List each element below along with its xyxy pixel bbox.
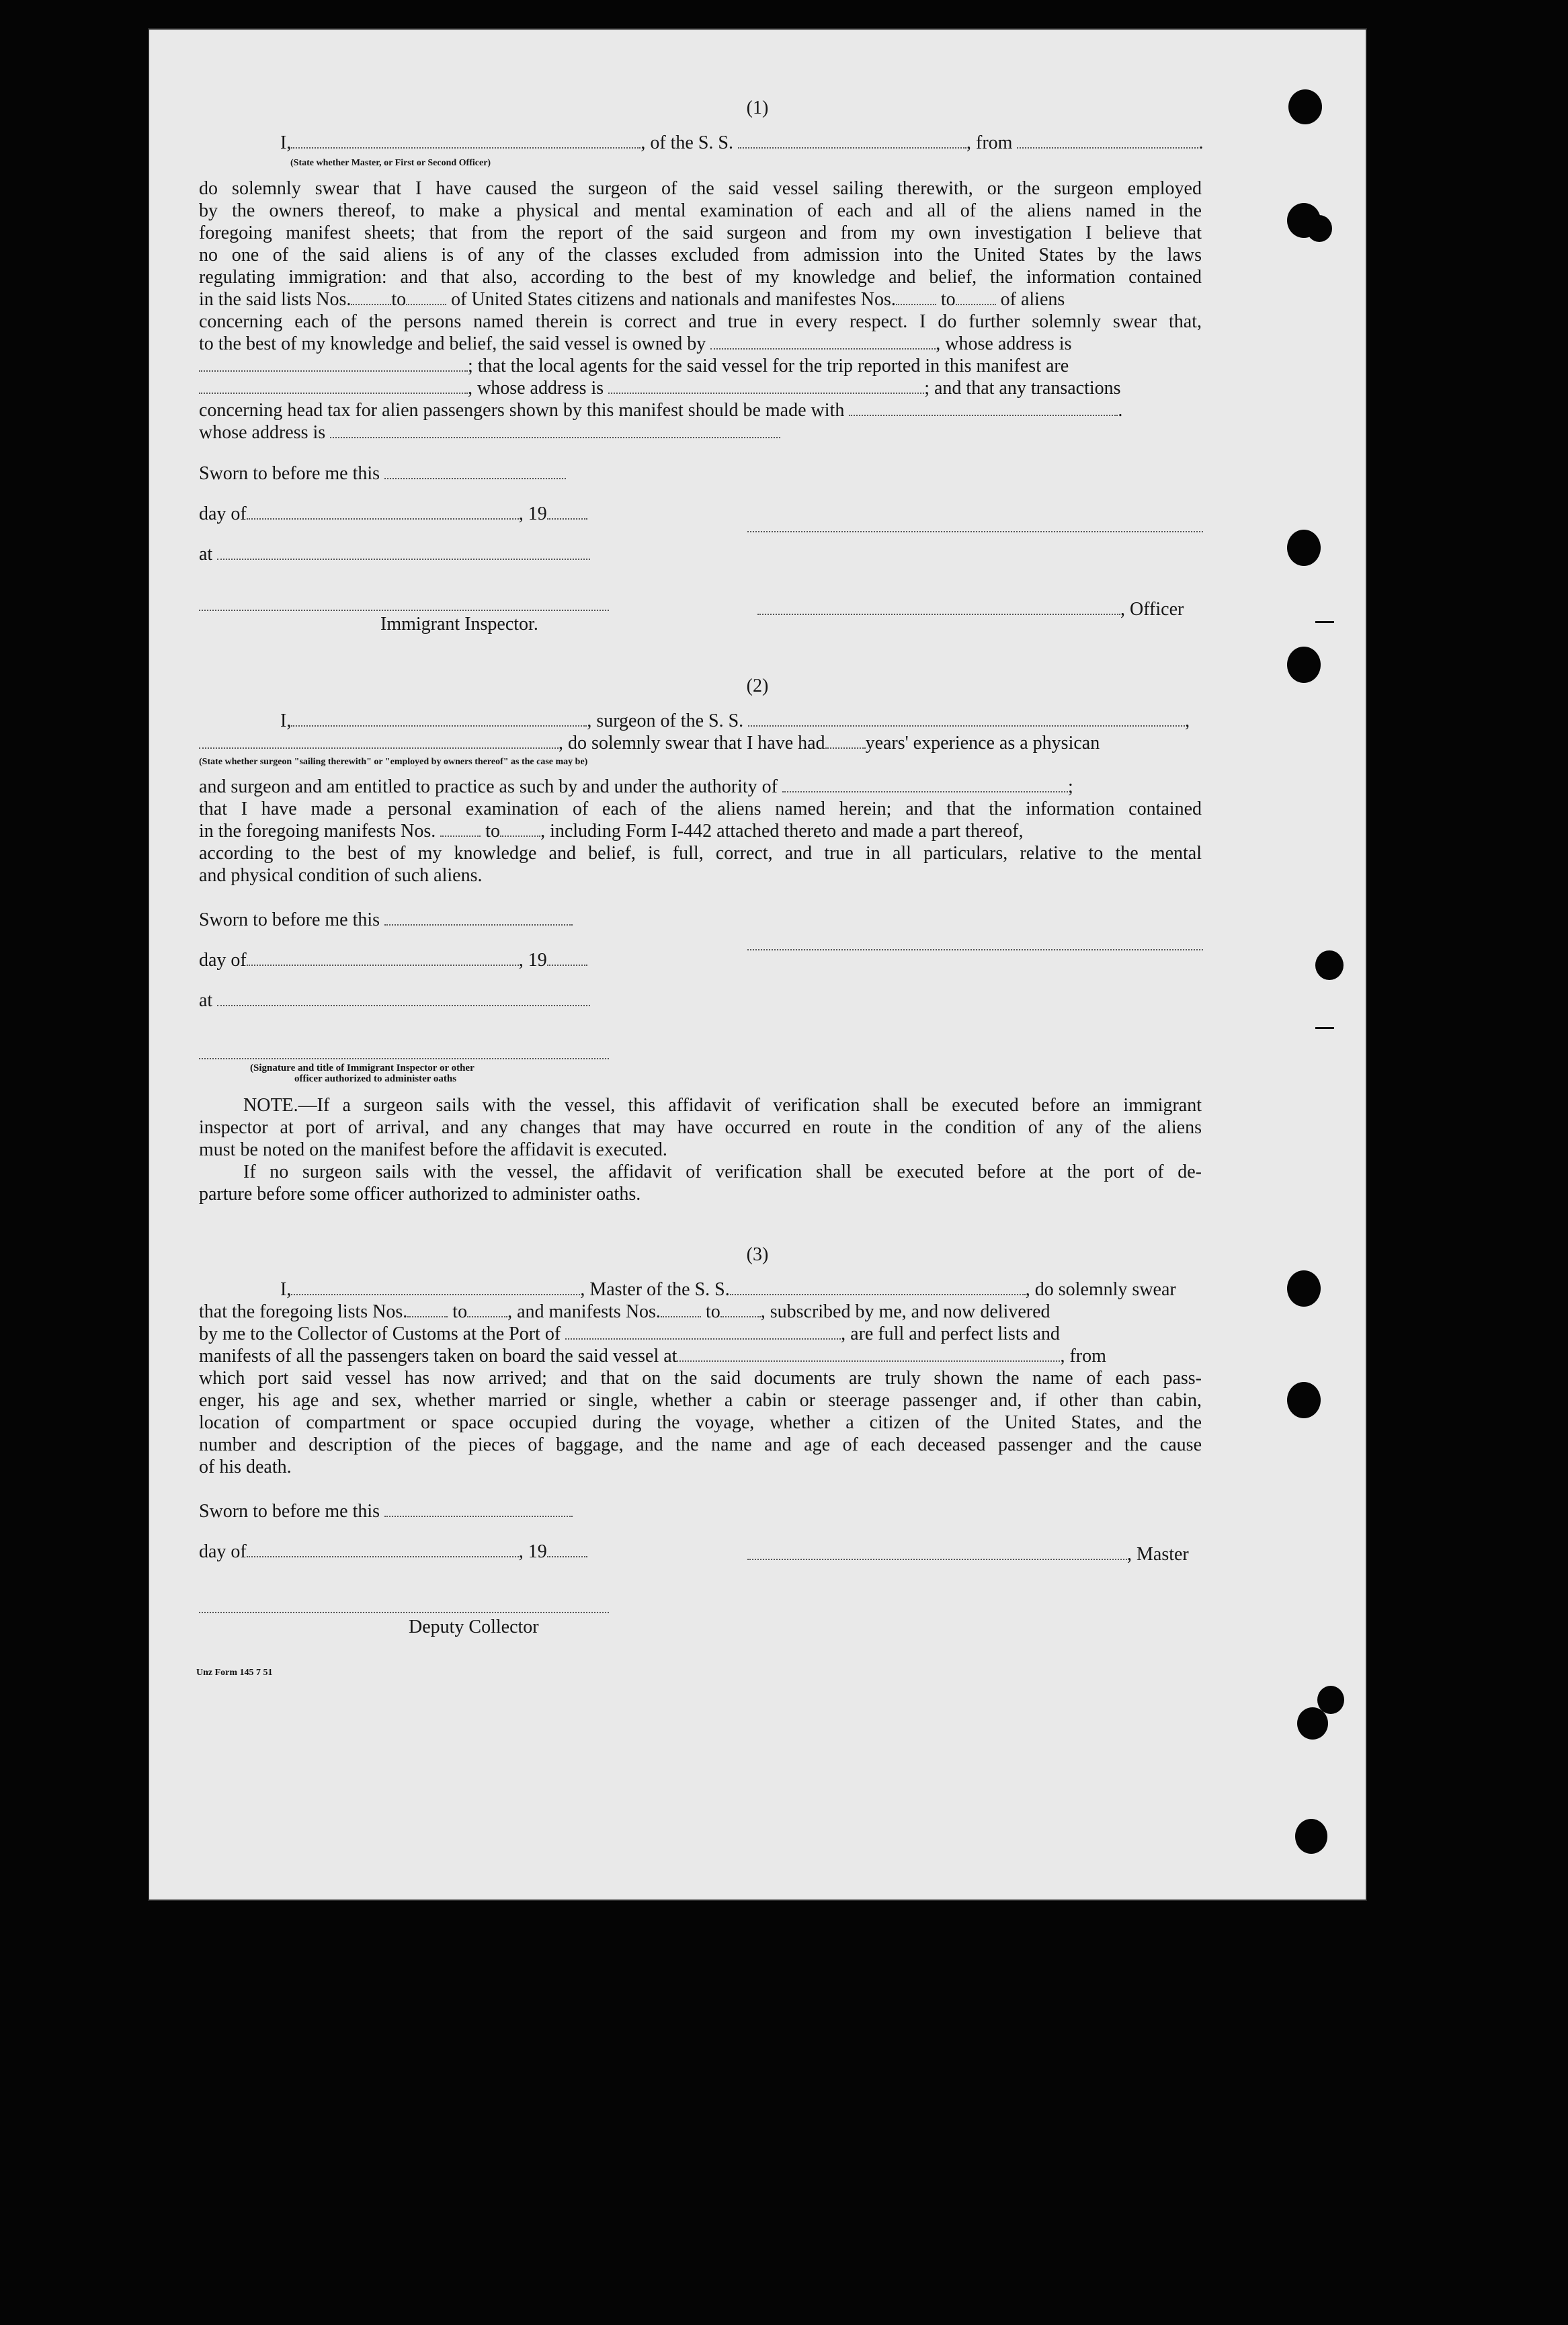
head-tax-label: concerning head tax for alien passengers shown by this manifest should be made with (199, 400, 845, 421)
head-tax-field[interactable] (849, 400, 1118, 416)
transactions-label: ; and that any transactions (924, 378, 1121, 399)
day-label: day of (199, 1541, 247, 1562)
s2-manifest-from-field[interactable] (440, 821, 481, 837)
solemnly-swear-label: , do solemnly swear (1025, 1279, 1176, 1300)
vessel-name-field[interactable] (738, 132, 966, 149)
to-label: to (485, 821, 501, 842)
s2-para-line-3 (199, 820, 1023, 843)
owner-field[interactable] (710, 333, 936, 350)
master-name-field[interactable] (291, 1279, 580, 1295)
margin-mark (1315, 621, 1334, 623)
taken-on-board-label: manifests of all the passengers taken on board the said vessel at (199, 1346, 677, 1367)
s3-collector-line[interactable] (199, 1612, 609, 1613)
lists-nos-label: in the said lists Nos. (199, 289, 352, 310)
s1-sworn-field[interactable] (384, 463, 566, 479)
s1-para-line-7: concerning each of the persons named therein is correct and true in every respect. I do further solemnly swear that, (199, 311, 1202, 332)
s1-day-line (199, 503, 587, 526)
binder-hole (1307, 215, 1332, 242)
lists-nos-from-field[interactable] (351, 289, 391, 305)
semicolon: ; (1068, 776, 1073, 797)
binder-hole (1288, 89, 1322, 124)
binder-hole (1297, 1707, 1328, 1740)
citizens-label: of United States citizens and nationals and manifestes Nos. (451, 289, 896, 310)
s3-day-field[interactable] (247, 1541, 519, 1557)
surgeon-note: (State whether surgeon "sailing therewith" or "employed by owners thereof" as the case may be) (199, 757, 588, 767)
s1-at-line (199, 543, 590, 566)
s2-para-line-5: and physical condition of such aliens. (199, 865, 483, 886)
sworn-label: Sworn to before me this (199, 1501, 380, 1522)
form-number: Unz Form 145 7 51 (196, 1668, 273, 1678)
section-2-number: (2) (746, 676, 769, 696)
from-port-field[interactable] (1017, 132, 1198, 149)
i-label: I, (280, 1279, 292, 1300)
s3-day-line (199, 1541, 587, 1563)
manifests-nos-label: , and manifests Nos. (507, 1301, 661, 1322)
s2-sworn-line (199, 909, 573, 932)
form-i442-label: , including Form I-442 attached thereto and made a part thereof, (540, 821, 1024, 842)
s1-para-line-10 (199, 377, 1121, 400)
master-of-ss-label: , Master of the S. S. (580, 1279, 730, 1300)
binder-hole (1295, 1819, 1327, 1854)
s3-para-line-9: of his death. (199, 1457, 292, 1477)
s2-sworn-field[interactable] (384, 909, 573, 926)
s3-sworn-line (199, 1500, 573, 1523)
s2-inspector-line[interactable] (199, 1058, 609, 1059)
note-line-3: must be noted on the manifest before the affidavit is executed. (199, 1139, 667, 1160)
perfect-lists-label: , are full and perfect lists and (841, 1323, 1060, 1344)
deputy-collector-label: Deputy Collector (409, 1617, 539, 1637)
from-label: , from (1060, 1346, 1106, 1367)
note-line-2: inspector at port of arrival, and any changes that may have occurred en route in the condition of any of the aliens (199, 1117, 1202, 1138)
boarding-port-field[interactable] (677, 1346, 1060, 1362)
manifest-nos-to-field[interactable] (956, 289, 996, 305)
note-line-1: NOTE.—If a surgeon sails with the vessel, this affidavit of verification shall be executed before an immigrant (243, 1095, 1202, 1116)
s1-para-line-12 (199, 421, 780, 444)
officer-note: (State whether Master, or First or Second Officer) (290, 158, 491, 168)
years-label: , do solemnly swear that I have had (559, 733, 825, 753)
agents-field[interactable] (199, 378, 468, 394)
day-label: day of (199, 950, 247, 971)
sworn-label: Sworn to before me this (199, 909, 380, 930)
s1-at-field[interactable] (217, 544, 590, 560)
section-3-number: (3) (746, 1244, 769, 1265)
owner-address-field[interactable] (199, 356, 468, 372)
head-tax-address-field[interactable] (330, 422, 780, 438)
i-label: I, (280, 132, 292, 153)
s2-line-2 (199, 732, 1100, 755)
period-2: . (1118, 400, 1123, 421)
surgeon-type-field[interactable] (199, 733, 559, 749)
s1-para-line-2: by the owners thereof, to make a physical and mental examination of each and all of the aliens named in the (199, 200, 1202, 221)
surgeon-name-field[interactable] (291, 710, 587, 727)
manifest-nos-from-field[interactable] (896, 289, 936, 305)
s1-signature-line[interactable] (747, 531, 1203, 532)
officer-name-field[interactable] (291, 132, 641, 149)
comma: , (1185, 710, 1190, 731)
authority-label: and surgeon and am entitled to practice as such by and under the authority of (199, 776, 778, 797)
s1-sworn-line (199, 462, 566, 485)
section-1-line-1 (243, 132, 1203, 155)
at-label: at (199, 990, 213, 1011)
lists-nos-to-field[interactable] (406, 289, 446, 305)
s3-line-4 (199, 1345, 1106, 1368)
agents-address-label: , whose address is (468, 378, 604, 399)
subscribed-label: , subscribed by me, and now delivered (760, 1301, 1050, 1322)
authority-field[interactable] (782, 776, 1068, 792)
binder-hole (1287, 1270, 1321, 1307)
i-label: I, (280, 710, 292, 731)
binder-hole (1287, 1382, 1321, 1418)
lists-nos-label: that the foregoing lists Nos. (199, 1301, 408, 1322)
binder-hole (1315, 950, 1344, 980)
s2-para-line-1 (199, 776, 1073, 799)
s3-manifest-to-field[interactable] (720, 1301, 761, 1317)
to-label-2: to (940, 289, 956, 310)
s1-para-line-9 (199, 355, 1069, 378)
years-field[interactable] (825, 733, 866, 749)
whose-address-label: whose address is (199, 422, 326, 443)
master-label: , Master (1127, 1544, 1189, 1565)
s1-para-line-4: no one of the said aliens is of any of the classes excluded from admission into the United States by the laws (199, 245, 1202, 266)
s1-officer-line (757, 598, 1184, 621)
manifests-nos-label: in the foregoing manifests Nos. (199, 821, 436, 842)
of-ss-label: , of the S. S. (641, 132, 734, 153)
s2-day-line (199, 949, 587, 972)
port-field[interactable] (565, 1323, 841, 1340)
section-1-number: (1) (746, 97, 769, 118)
s1-para-line-6 (199, 288, 1065, 311)
s2-line-1 (243, 710, 1190, 733)
form-page (149, 30, 1366, 1900)
s3-para-line-8: number and description of the pieces of baggage, and the name and age of each deceased passenger and the cause (199, 1434, 1202, 1455)
binder-hole (1287, 530, 1321, 566)
s2-manifest-to-field[interactable] (500, 821, 540, 837)
s3-lists-to-field[interactable] (467, 1301, 507, 1317)
year-label: , 19 (518, 1541, 547, 1562)
margin-mark (1315, 1027, 1334, 1029)
s3-manifest-from-field[interactable] (661, 1301, 701, 1317)
s2-vessel-field[interactable] (748, 710, 1185, 727)
local-agents-label: ; that the local agents for the said vessel for the trip reported in this manifest are (468, 356, 1069, 376)
s3-master-line (747, 1543, 1189, 1566)
agents-address-field[interactable] (608, 378, 924, 394)
sworn-label: Sworn to before me this (199, 463, 380, 484)
to-label: to (452, 1301, 468, 1322)
day-label: day of (199, 503, 247, 524)
from-label: , from (966, 132, 1013, 153)
officer-sign-field[interactable] (757, 599, 1120, 615)
s2-year-field[interactable] (547, 950, 587, 966)
s3-line-1 (243, 1278, 1176, 1301)
sig-note-1: (Signature and title of Immigrant Inspector or other (250, 1063, 474, 1073)
experience-label: years' experience as a physican (865, 733, 1100, 753)
s1-para-line-3: foregoing manifest sheets; that from the report of the said surgeon and from my own investigation I believe that (199, 222, 1202, 243)
period: . (1198, 132, 1204, 153)
owned-by-label: to the best of my knowledge and belief, the said vessel is owned by (199, 333, 706, 354)
s1-para-line-8 (199, 333, 1071, 356)
address-label: , whose address is (936, 333, 1072, 354)
s1-year-field[interactable] (547, 503, 587, 520)
s1-para-line-1: do solemnly swear that I have caused the surgeon of the said vessel sailing therewith, or the surgeon employed (199, 178, 1202, 199)
s3-para-line-7: location of compartment or space occupied during the voyage, whether a citizen of the United States, and the (199, 1412, 1202, 1433)
of-aliens-label: of aliens (1000, 289, 1065, 310)
s1-day-field[interactable] (247, 503, 519, 520)
to-label-2: to (705, 1301, 720, 1322)
year-label: , 19 (518, 950, 547, 971)
binder-hole (1287, 647, 1321, 683)
s3-year-field[interactable] (547, 1541, 587, 1557)
s3-sworn-field[interactable] (384, 1501, 573, 1517)
s3-para-line-5: which port said vessel has now arrived; and that on the said documents are truly shown the name of each pass- (199, 1368, 1202, 1389)
s3-line-2 (199, 1301, 1050, 1323)
year-label: , 19 (518, 503, 547, 524)
immigrant-inspector-label: Immigrant Inspector. (380, 614, 538, 635)
s2-para-line-4: according to the best of my knowledge and belief, is full, correct, and true in all particulars, relative to the mental (199, 843, 1202, 864)
officer-label: , Officer (1120, 599, 1184, 620)
sig-note-2: officer authorized to administer oaths (294, 1073, 457, 1084)
to-label: to (391, 289, 407, 310)
s2-at-line (199, 989, 590, 1012)
s2-day-field[interactable] (247, 950, 519, 966)
note-line-5: parture before some officer authorized to administer oaths. (199, 1184, 641, 1205)
s3-vessel-field[interactable] (730, 1279, 1026, 1295)
note-line-4: If no surgeon sails with the vessel, the affidavit of verification shall be executed before at the port of de- (243, 1161, 1202, 1182)
s3-para-line-6: enger, his age and sex, whether married or single, whether a cabin or steerage passenger and, if other than cabin, (199, 1390, 1202, 1411)
s3-line-3 (199, 1323, 1060, 1346)
s2-at-field[interactable] (217, 990, 590, 1006)
s1-inspector-line[interactable] (199, 610, 609, 611)
at-label: at (199, 544, 213, 565)
s1-para-line-11 (199, 399, 1122, 422)
master-sign-field[interactable] (747, 1544, 1127, 1560)
port-of-label: by me to the Collector of Customs at the Port of (199, 1323, 561, 1344)
s2-para-line-2: that I have made a personal examination of each of the aliens named herein; and that the information contained (199, 799, 1202, 819)
surgeon-of-ss-label: , surgeon of the S. S. (587, 710, 744, 731)
s2-signature-line[interactable] (747, 949, 1203, 950)
s3-lists-from-field[interactable] (407, 1301, 448, 1317)
s1-para-line-5: regulating immigration: and that also, according to the best of my knowledge and belief, the information contained (199, 267, 1202, 288)
